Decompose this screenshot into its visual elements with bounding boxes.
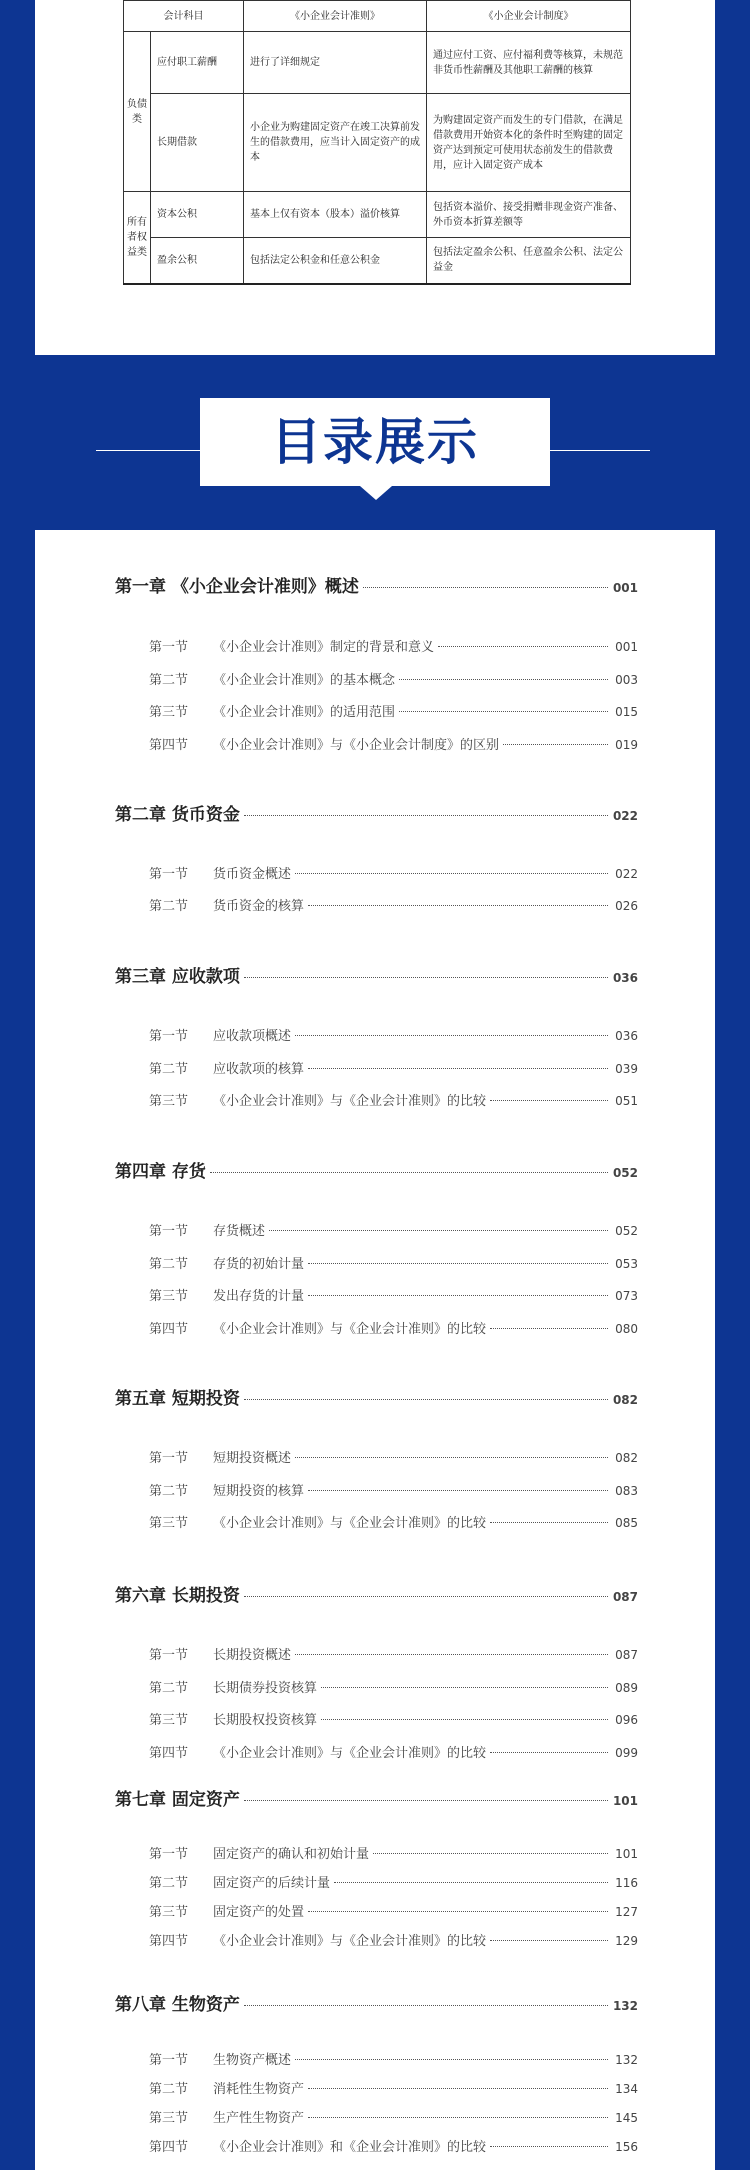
leader-dots [295,1457,608,1458]
toc-panel [35,530,715,2170]
chapter-title: 第八章 生物资产 [115,1995,240,2015]
standard-cell: 进行了详细规定 [244,32,427,94]
toc-section[interactable] [149,1843,638,1862]
leader-dots [503,744,608,745]
leader-dots [308,1490,608,1491]
section-title: 《小企业会计准则》的基本概念 [213,673,396,688]
section-title: 短期投资的核算 [213,1484,305,1499]
toc-section[interactable] [149,1058,638,1077]
title-pointer [360,486,392,500]
section-label [149,1253,304,1272]
leader-dots [244,1596,608,1597]
toc-chapter[interactable] [115,1581,638,1606]
page-number: 101 [615,1847,638,1861]
page-number: 087 [612,1590,638,1604]
page-number: 039 [615,1062,638,1076]
page-number: 116 [615,1876,638,1890]
page-number: 036 [615,1029,638,1043]
page-number: 087 [615,1648,638,1662]
section-label [149,1901,304,1920]
section-label [149,1677,317,1696]
section-number: 第二节 [149,1062,189,1077]
section-number: 第二节 [149,1484,189,1499]
page-number: 127 [615,1905,638,1919]
page-number: 156 [615,2140,638,2154]
toc-section[interactable] [149,1447,638,1466]
chapter-title: 第四章 存货 [115,1162,206,1182]
section-label [149,1058,304,1077]
page-number: 099 [615,1746,638,1760]
page-number: 052 [615,1224,638,1238]
leader-dots [490,1752,608,1753]
toc-section[interactable] [149,669,638,688]
page-number: 036 [612,971,638,985]
section-title: 短期投资概述 [213,1451,292,1466]
leader-dots [244,977,608,978]
section-label [149,1447,291,1466]
table-row [124,94,631,192]
standard-cell: 基本上仅有资本（股本）溢价核算 [244,192,427,238]
section-title: 消耗性生物资产 [213,2082,305,2097]
section-title: 存货的初始计量 [213,1257,305,1272]
table-row [124,238,631,284]
toc-section[interactable] [149,1220,638,1239]
section-title: 存货概述 [213,1224,266,1239]
leader-dots [244,2005,608,2006]
item-cell: 盈余公积 [151,238,244,284]
section-title: 《小企业会计准则》与《企业会计准则》的比较 [213,1516,487,1531]
toc-section[interactable] [149,1090,638,1109]
toc-section[interactable] [149,1930,638,1949]
section-title: 货币资金的核算 [213,899,305,914]
section-title: 长期投资概述 [213,1648,292,1663]
toc-section[interactable] [149,1285,638,1304]
toc-section[interactable] [149,1025,638,1044]
section-number: 第三节 [149,1905,189,1920]
section-number: 第三节 [149,1516,189,1531]
leader-dots [308,2088,608,2089]
system-cell: 包括资本溢价、接受捐赠非现金资产准备、外币资本折算差额等 [427,192,631,238]
toc-section[interactable] [149,863,638,882]
section-label [149,1480,304,1499]
leader-dots [321,1719,608,1720]
section-title: 应收款项的核算 [213,1062,305,1077]
leader-dots [308,1068,608,1069]
leader-dots [295,1035,608,1036]
section-title: 目录展示 [271,413,479,471]
section-title: 《小企业会计准则》与《企业会计准则》的比较 [213,1746,487,1761]
page-number: 053 [615,1257,638,1271]
section-title: 应收款项概述 [213,1029,292,1044]
section-title: 发出存货的计量 [213,1289,305,1304]
section-number: 第二节 [149,673,189,688]
page-number: 015 [615,705,638,719]
page-number: 083 [615,1484,638,1498]
toc-section[interactable] [149,1253,638,1272]
section-label [149,2049,291,2068]
toc-section[interactable] [149,701,638,720]
leader-dots [438,646,608,647]
page-number: 026 [615,899,638,913]
leader-dots [308,1911,608,1912]
section-label [149,636,434,655]
page-number: 096 [615,1713,638,1727]
page-number: 022 [615,867,638,881]
section-label [149,1930,486,1949]
page-number: 001 [615,640,638,654]
section-number: 第一节 [149,867,189,882]
section-label [149,2107,304,2126]
section-number: 第三节 [149,1289,189,1304]
category-cell: 所有者权益类 [124,192,151,284]
section-label [149,1872,330,1891]
section-number: 第一节 [149,1224,189,1239]
toc-section[interactable] [149,1901,638,1920]
toc-section[interactable] [149,895,638,914]
section-number: 第三节 [149,705,189,720]
section-number: 第二节 [149,1257,189,1272]
page-number: 132 [612,1999,638,2013]
toc-section[interactable] [149,636,638,655]
page-number: 003 [615,673,638,687]
standard-cell: 包括法定公积金和任意公积金 [244,238,427,284]
toc-chapter[interactable] [115,572,638,597]
category-cell: 负债类 [124,32,151,192]
section-label [149,2136,486,2155]
section-label [149,1742,486,1761]
table-row [124,192,631,238]
toc-section[interactable] [149,2078,638,2097]
section-label [149,863,291,882]
leader-dots [490,1940,608,1941]
leader-dots [399,679,608,680]
header-standard: 《小企业会计准则》 [244,1,427,32]
leader-dots [244,1399,608,1400]
section-label [149,895,304,914]
section-label [149,1025,291,1044]
toc-section[interactable] [149,1318,638,1337]
toc-chapter[interactable] [115,962,638,987]
leader-dots [210,1172,608,1173]
toc-section[interactable] [149,734,638,753]
item-cell: 长期借款 [151,94,244,192]
leader-dots [244,1800,608,1801]
page-number: 019 [615,738,638,752]
section-number: 第一节 [149,2053,189,2068]
section-label [149,1318,486,1337]
toc-chapter[interactable] [115,800,638,825]
page-number: 073 [615,1289,638,1303]
section-number: 第一节 [149,640,189,655]
table-header-row [124,1,631,32]
chapter-title: 第五章 短期投资 [115,1389,240,1409]
page-number: 022 [612,809,638,823]
comparison-table [123,0,631,285]
leader-dots [490,2146,608,2147]
page-number: 134 [615,2082,638,2096]
leader-dots [295,873,608,874]
section-title: 长期股权投资核算 [213,1713,318,1728]
section-label [149,2078,304,2097]
page-number: 082 [612,1393,638,1407]
page-number: 051 [615,1094,638,1108]
leader-dots [308,2117,608,2118]
leader-dots [308,905,608,906]
section-number: 第一节 [149,1029,189,1044]
section-title: 《小企业会计准则》和《企业会计准则》的比较 [213,2140,487,2155]
page-number: 101 [612,1794,638,1808]
section-title: 《小企业会计准则》与《企业会计准则》的比较 [213,1094,487,1109]
system-cell: 为购建固定资产而发生的专门借款，在满足借款费用开始资本化的条件时至购建的固定资产达到预定可使用状态前发生的借款费用，应计入固定资产成本 [427,94,631,192]
section-title: 货币资金概述 [213,867,292,882]
leader-dots [490,1328,608,1329]
section-title: 生产性生物资产 [213,2111,305,2126]
section-label [149,734,499,753]
chapter-title: 第二章 货币资金 [115,805,240,825]
page-number: 080 [615,1322,638,1336]
leader-dots [363,587,608,588]
section-label [149,1709,317,1728]
leader-dots [373,1853,608,1854]
section-title: 固定资产的确认和初始计量 [213,1847,370,1862]
section-number: 第四节 [149,1322,189,1337]
section-number: 第一节 [149,1451,189,1466]
toc-chapter[interactable] [115,1157,638,1182]
leader-dots [490,1522,608,1523]
page-number: 145 [615,2111,638,2125]
section-title: 长期债券投资核算 [213,1681,318,1696]
page-number: 001 [612,581,638,595]
leader-dots [295,1654,608,1655]
leader-dots [295,2059,608,2060]
page-number: 129 [615,1934,638,1948]
toc-section[interactable] [149,1677,638,1696]
section-label [149,1644,291,1663]
chapter-title: 第一章 《小企业会计准则》概述 [115,577,359,597]
section-title: 《小企业会计准则》与《小企业会计制度》的区别 [213,738,500,753]
toc-chapter[interactable] [115,1990,638,2015]
page-number: 082 [615,1451,638,1465]
section-title: 《小企业会计准则》的适用范围 [213,705,396,720]
section-number: 第二节 [149,2082,189,2097]
system-cell: 通过应付工资、应付福利费等核算，未规范非货币性薪酬及其他职工薪酬的核算 [427,32,631,94]
chapter-title: 第七章 固定资产 [115,1790,240,1810]
section-title: 《小企业会计准则》与《企业会计准则》的比较 [213,1934,487,1949]
section-number: 第二节 [149,1681,189,1696]
section-title: 固定资产的处置 [213,1905,305,1920]
header-system: 《小企业会计制度》 [427,1,631,32]
leader-dots [308,1295,608,1296]
section-number: 第三节 [149,1713,189,1728]
section-number: 第二节 [149,1876,189,1891]
chapter-title: 第三章 应收款项 [115,967,240,987]
toc-section[interactable] [149,1742,638,1761]
section-title: 固定资产的后续计量 [213,1876,331,1891]
toc-section[interactable] [149,2107,638,2126]
leader-dots [269,1230,608,1231]
toc-section[interactable] [149,2049,638,2068]
page-number: 085 [615,1516,638,1530]
toc-section[interactable] [149,1512,638,1531]
section-number: 第一节 [149,1648,189,1663]
leader-dots [321,1687,608,1688]
toc-section[interactable] [149,2136,638,2155]
toc-chapter[interactable] [115,1785,638,1810]
section-number: 第一节 [149,1847,189,1862]
toc-chapter[interactable] [115,1384,638,1409]
chapter-title: 第六章 长期投资 [115,1586,240,1606]
page-number: 052 [612,1166,638,1180]
section-number: 第三节 [149,2111,189,2126]
leader-dots [244,815,608,816]
section-number: 第四节 [149,738,189,753]
item-cell: 资本公积 [151,192,244,238]
page-number: 089 [615,1681,638,1695]
toc-section[interactable] [149,1872,638,1891]
section-label [149,669,395,688]
standard-cell: 小企业为购建固定资产在竣工决算前发生的借款费用，应当计入固定资产的成本 [244,94,427,192]
section-title: 《小企业会计准则》制定的背景和意义 [213,640,435,655]
section-number: 第四节 [149,1746,189,1761]
section-number: 第四节 [149,1934,189,1949]
section-label [149,1220,265,1239]
toc-section[interactable] [149,1644,638,1663]
section-number: 第四节 [149,2140,189,2155]
section-label [149,701,395,720]
leader-dots [490,1100,608,1101]
item-cell: 应付职工薪酬 [151,32,244,94]
system-cell: 包括法定盈余公积、任意盈余公积、法定公益金 [427,238,631,284]
section-number: 第二节 [149,899,189,914]
leader-dots [399,711,608,712]
section-title: 《小企业会计准则》与《企业会计准则》的比较 [213,1322,487,1337]
section-label [149,1843,369,1862]
toc-section[interactable] [149,1480,638,1499]
section-label [149,1512,486,1531]
section-number: 第三节 [149,1094,189,1109]
leader-dots [334,1882,608,1883]
leader-dots [308,1263,608,1264]
section-label [149,1285,304,1304]
page-number: 132 [615,2053,638,2067]
toc-section[interactable] [149,1709,638,1728]
section-title: 生物资产概述 [213,2053,292,2068]
header-account: 会计科目 [124,1,244,32]
table-row [124,32,631,94]
section-label [149,1090,486,1109]
